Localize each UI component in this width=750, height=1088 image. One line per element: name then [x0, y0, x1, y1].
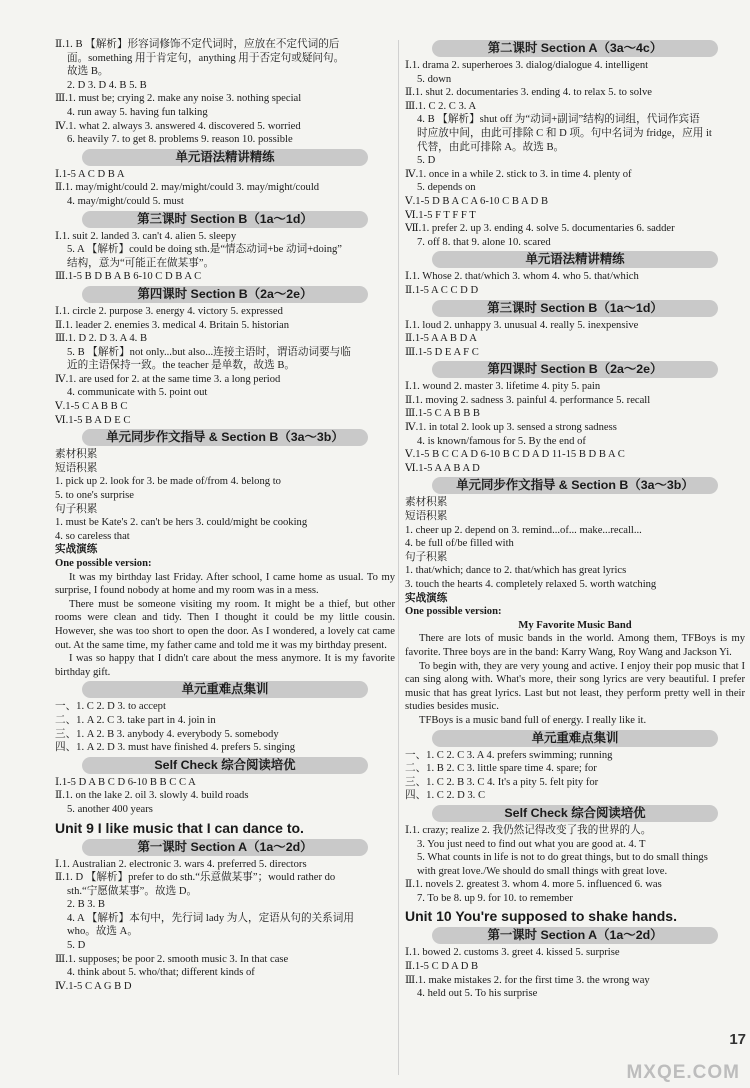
answer-line: 5. B 【解析】not only...but also...连接主语时，谓语动词要与临	[67, 346, 351, 358]
answer-line: Ⅱ.1. on the lake 2. oil 3. slowly 4. build roads	[55, 790, 249, 802]
section-header: 第三课时 Section B（1a～1d）	[432, 300, 718, 317]
left-column	[55, 38, 395, 993]
section-header: Self Check 综合阅读培优	[82, 757, 368, 774]
answer-line: 2. D 3. D 4. B 5. B	[67, 79, 147, 91]
answer-line: 二、1. A 2. C 3. take part in 4. join in	[55, 714, 216, 726]
answer-line: 5. A 【解析】could be doing sth.是“情态动词+be 动词+doing”	[67, 244, 343, 256]
answer-line: 5. What counts in life is not to do great things, but to do small things	[417, 852, 708, 864]
answer-line: Ⅵ.1-5 B A D E C	[55, 414, 131, 426]
right-column	[405, 38, 745, 1001]
section-header: 第三课时 Section B（1a～1d）	[82, 211, 368, 228]
answer-line: Ⅰ.1-5 A C D B A	[55, 168, 125, 180]
answer-line: Ⅲ.1-5 D E A F C	[405, 346, 479, 358]
answer-line: Ⅳ.1. are used for 2. at the same time 3. a long period	[55, 373, 281, 385]
answer-line: 1. that/which; dance to 2. that/which has great lyrics	[405, 565, 627, 577]
answer-line: 7. off 8. that 9. alone 10. scared	[417, 236, 551, 248]
section-header: 单元同步作文指导 & Section B（3a～3b）	[432, 477, 718, 494]
answer-line: 二、1. B 2. C 3. little spare time 4. spare; for	[405, 763, 597, 775]
answer-line: 5. to one's surprise	[55, 490, 134, 502]
answer-line: 故选 B。	[67, 66, 109, 78]
answer-line: Ⅱ.1. leader 2. enemies 3. medical 4. Britain 5. historian	[55, 319, 290, 331]
answer-line: Ⅱ.1. shut 2. documentaries 3. ending 4. to relax 5. to solve	[405, 87, 652, 99]
answer-line: Ⅲ.1. supposes; be poor 2. smooth music 3. In that case	[55, 953, 289, 965]
answer-line: Ⅱ.1-5 A C C D D	[405, 284, 479, 296]
essay-paragraph: TFBoys is a music band full of energy. I really like it.	[419, 714, 647, 726]
answer-line: 3. touch the hearts 4. completely relaxed 5. worth watching	[405, 579, 657, 590]
answer-line: 三、1. C 2. B 3. C 4. It's a pity 5. felt pity for	[405, 776, 599, 788]
answer-line: Ⅶ.1. prefer 2. up 3. ending 4. solve 5. documentaries 6. sadder	[405, 223, 675, 235]
answer-line: 1. cheer up 2. depend on 3. remind...of... make...recall...	[405, 524, 642, 536]
answer-line: Ⅴ.1-5 B C C A D 6-10 B C D A D 11-15 B D B A C	[405, 449, 625, 461]
answer-line: 句子积累	[55, 503, 98, 515]
section-header: 单元语法精讲精练	[432, 251, 718, 268]
answer-line: Ⅰ.1. Australian 2. electronic 3. wars 4. preferred 5. directors	[55, 858, 307, 870]
answer-line: 四、1. C 2. D 3. C	[405, 790, 486, 802]
section-header: 第四课时 Section B（2a～2e）	[432, 361, 718, 378]
page-number: 17	[729, 1031, 746, 1048]
section-header: 单元语法精讲精练	[82, 149, 368, 166]
answer-line: 素材积累	[55, 449, 98, 461]
section-header: 单元重难点集训	[432, 730, 718, 747]
answer-line: with great love./We should do small things with great love.	[417, 865, 668, 877]
answer-line: Ⅱ.1. D 【解析】prefer to do sth.“乐意做某事”；would rather do	[55, 872, 336, 884]
answer-line: 5. down	[417, 73, 452, 85]
answer-line: Ⅰ.1. circle 2. purpose 3. energy 4. victory 5. expressed	[55, 305, 283, 317]
answer-line: Ⅵ.1-5 A A B A D	[405, 462, 480, 474]
answer-line: Ⅳ.1. what 2. always 3. answered 4. discovered 5. worried	[55, 120, 301, 132]
answer-line: 4. run away 5. having fun talking	[67, 106, 208, 118]
answer-line: 4. may/might/could 5. must	[67, 195, 184, 207]
answer-line: Ⅱ.1. moving 2. sadness 3. painful 4. performance 5. recall	[405, 394, 651, 406]
answer-line: Ⅳ.1. once in a while 2. stick to 3. in time 4. plenty of	[405, 168, 632, 180]
section-header: 单元同步作文指导 & Section B（3a～3b）	[82, 429, 368, 446]
answer-line: Ⅰ.1. drama 2. superheroes 3. dialog/dialogue 4. intelligent	[405, 60, 649, 71]
answer-line: Ⅱ.1. B 【解析】形容词修饰不定代词时，应放在不定代词的后	[55, 39, 340, 50]
section-header: 第一课时 Section A（1a～2d）	[82, 839, 368, 856]
answer-line: Ⅱ.1. novels 2. greatest 3. whom 4. more 5. influenced 6. was	[405, 879, 662, 891]
answer-line: 句子积累	[405, 551, 448, 563]
answer-line: 一、1. C 2. C 3. A 4. prefers swimming; running	[405, 749, 613, 761]
answer-line: 6. heavily 7. to get 8. problems 9. reason 10. possible	[67, 134, 293, 146]
answer-line: Ⅲ.1. D 2. D 3. A 4. B	[55, 333, 148, 345]
unit-title: Unit 10 You're supposed to shake hands.	[405, 908, 677, 925]
answer-line: Ⅰ.1. Whose 2. that/which 3. whom 4. who 5. that/which	[405, 271, 639, 283]
answer-line: 结构，意为“可能正在做某事”。	[67, 257, 215, 269]
answer-line: 4. think about 5. who/that; different kinds of	[67, 967, 255, 979]
answer-line: Ⅲ.1-5 B D B A B 6-10 C D B A C	[55, 271, 202, 283]
answer-line: Ⅳ.1. in total 2. look up 3. sensed a strong sadness	[405, 422, 617, 434]
answer-line: Ⅴ.1-5 C A B B C	[55, 401, 128, 413]
answer-line: 短语积累	[55, 462, 98, 474]
answer-line: Ⅱ.1-5 A A B D A	[405, 333, 477, 345]
answer-line: Ⅱ.1-5 C D A D B	[405, 961, 479, 973]
answer-line: 4. held out 5. To his surprise	[417, 988, 538, 1000]
section-header: Self Check 综合阅读培优	[432, 805, 718, 822]
answer-line: One possible version:	[55, 558, 152, 569]
answer-line: sth.“宁愿做某事”。故选 D。	[67, 885, 198, 897]
answer-line: 5. another 400 years	[67, 803, 153, 815]
answer-line: Ⅲ.1. C 2. C 3. A	[405, 100, 477, 112]
answer-line: 时应放中间，由此可排除 C 和 D 项。句中名词为 fridge，应用 it	[417, 127, 712, 139]
answer-line: 7. To be 8. up 9. for 10. to remember	[417, 892, 573, 904]
answer-line: Ⅲ.1. must be; crying 2. make any noise 3. nothing special	[55, 93, 302, 105]
answer-line: Ⅰ.1. wound 2. master 3. lifetime 4. pity 5. pain	[405, 381, 601, 393]
answer-line: 4. be full of/be filled with	[405, 538, 514, 550]
essay-paragraph: I was so happy that I didn't care about the mess anymore. It is my favorite birthday gift.	[55, 653, 395, 678]
answer-line: Ⅰ.1. loud 2. unhappy 3. unusual 4. really 5. inexpensive	[405, 319, 639, 331]
answer-line: 短语积累	[405, 511, 448, 523]
essay-title: My Favorite Music Band	[518, 619, 632, 631]
section-header: 第二课时 Section A（3a～4c）	[432, 40, 718, 57]
unit-title: Unit 9 I like music that I can dance to.	[55, 819, 304, 836]
column-divider	[398, 40, 399, 1075]
section-header: 单元重难点集训	[82, 681, 368, 698]
answer-line: 2. B 3. B	[67, 899, 105, 911]
answer-line: Ⅰ.1. bowed 2. customs 3. greet 4. kissed 5. surprise	[405, 947, 620, 959]
essay-paragraph: There must be someone visiting my room. It might be a thief, but other rooms were clean and tidy. Then I thought it could be my little cousin. However, she was too short to open the door. As I wondered, a lovely cat came out. At the same time, my father came and told me it was my birthday present.	[55, 598, 395, 651]
answer-line: 5. depends on	[417, 182, 476, 194]
answer-line: Ⅰ.1. crazy; realize 2. 我仍然记得改变了我的世界的人。	[405, 824, 652, 836]
answer-line: Ⅵ.1-5 F T F F T	[405, 209, 476, 221]
answer-line: 1. must be Kate's 2. can't be hers 3. could/might be cooking	[55, 517, 308, 529]
answer-line: One possible version:	[405, 606, 502, 618]
answer-line: 4. so careless that	[55, 530, 130, 542]
essay-paragraph: It was my birthday last Friday. After school, I came home as usual. To my surprise, I found nobody at home and my room was in a mess.	[55, 571, 395, 597]
answer-line: Ⅰ.1-5 D A B C D 6-10 B B C C A	[55, 776, 196, 788]
answer-line: Ⅴ.1-5 D B A C A 6-10 C B A D B	[405, 195, 549, 207]
essay-paragraph: To begin with, they are very young and active. I enjoy their pop music that I can sing along with. What's more, their song lyrics are very beautiful. I prefer music that has great lyrics. Last but not least, they perform pretty well in their studies besides music.	[405, 660, 745, 713]
answer-line: 代替，由此可排除 A。故选 B。	[417, 141, 565, 153]
answer-line: 4. is known/famous for 5. By the end of	[417, 435, 586, 447]
answer-line: 5. D	[67, 940, 86, 952]
answer-line: 三、1. A 2. B 3. anybody 4. everybody 5. somebody	[55, 728, 279, 740]
answer-line: Ⅳ.1-5 C A G B D	[55, 980, 132, 992]
answer-line: 4. A 【解析】本句中，先行词 lady 为人，定语从句的关系词用	[67, 912, 354, 924]
answer-line: Ⅱ.1. may/might/could 2. may/might/could 3. may/might/could	[55, 182, 320, 194]
answer-line: who。故选 A。	[67, 926, 138, 938]
answer-line: 素材积累	[405, 497, 448, 509]
answer-line: 3. You just need to find out what you are good at. 4. T	[417, 838, 646, 850]
answer-line: 实战演练	[55, 544, 98, 556]
answer-line: 4. communicate with 5. point out	[67, 387, 208, 399]
answer-line: 1. pick up 2. look for 3. be made of/from 4. belong to	[55, 476, 281, 488]
answer-line: 面。something 用于肯定句，anything 用于否定句或疑问句。	[67, 52, 345, 64]
answer-line: 4. B 【解析】shut off 为“动词+副词”结构的词组，代词作宾语	[417, 114, 700, 126]
answer-line: Ⅰ.1. suit 2. landed 3. can't 4. alien 5. sleepy	[55, 230, 237, 242]
answer-line: 实战演练	[405, 592, 448, 604]
answer-line: 5. D	[417, 155, 436, 167]
section-header: 第四课时 Section B（2a～2e）	[82, 286, 368, 303]
answer-line: 四、1. A 2. D 3. must have finished 4. prefers 5. singing	[55, 742, 296, 754]
answer-line: Ⅲ.1. make mistakes 2. for the first time 3. the wrong way	[405, 974, 650, 986]
watermark: MXQE.COM	[626, 1062, 740, 1083]
answer-line: Ⅲ.1-5 C A B B B	[405, 408, 480, 420]
answer-line: 一、1. C 2. D 3. to accept	[55, 701, 166, 713]
section-header: 第一课时 Section A（1a～2d）	[432, 927, 718, 944]
answer-line: 近的主语保持一致。the teacher 是单数，故选 B。	[67, 360, 296, 372]
essay-paragraph: There are lots of music bands in the world. Among them, TFBoys is my favorite. Three boys are in the band: Karry Wang, Roy Wang and Jackson Yi.	[405, 633, 745, 658]
